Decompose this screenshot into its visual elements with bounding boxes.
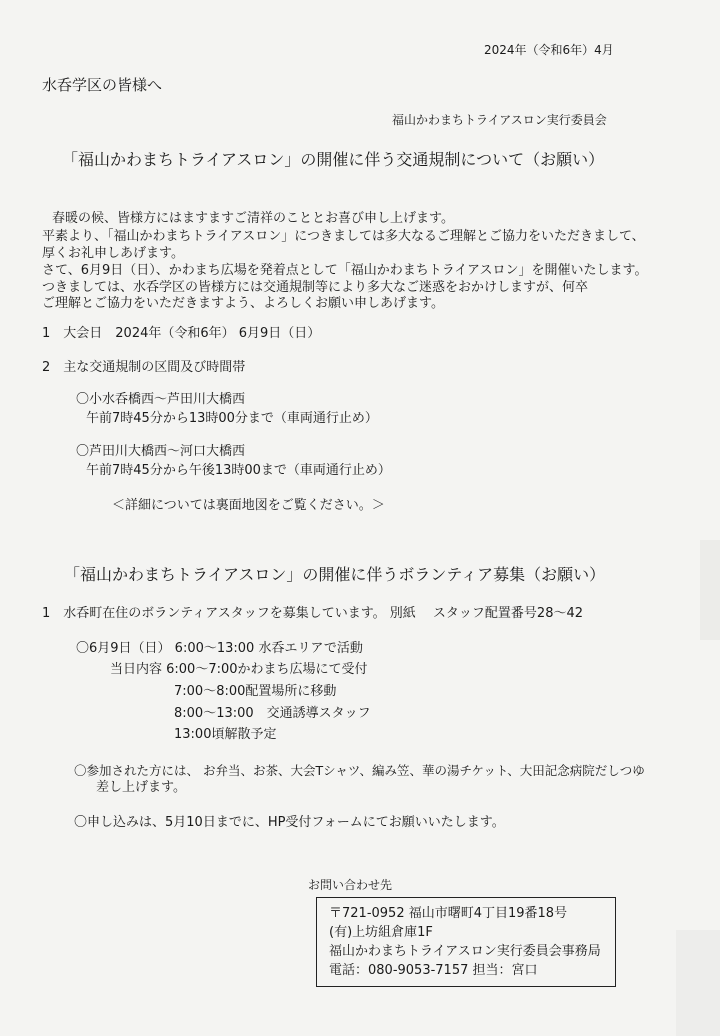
sender: 福山かわまちトライアスロン実行委員会 bbox=[392, 113, 607, 127]
route1-name: 〇小水呑橋西～芦田川大橋西 bbox=[76, 392, 246, 407]
route2-time: 午前7時45分から午後13時00まで（車両通行止め） bbox=[86, 463, 391, 478]
contact-phone: 電話：080-9053-7157 担当：宮口 bbox=[329, 963, 538, 978]
section2-title: 「福山かわまちトライアスロン」の開催に伴うボランティア募集（お願い） bbox=[64, 565, 606, 584]
route2-name: 〇芦田川大橋西～河口大橋西 bbox=[76, 444, 246, 459]
gift-line-1: 〇参加された方には、 お弁当、お茶、大会Tシャツ、編み笠、華の湯チケット、大田記念病院だしつゆ bbox=[74, 763, 645, 778]
body-line-3: 厚くお礼申しあげます。 bbox=[42, 246, 184, 261]
event-date-item: 1 大会日 2024年（令和6年） 6月9日（日） bbox=[42, 326, 321, 341]
schedule-line-1: 当日内容 6:00～7:00かわまち広場にて受付 bbox=[110, 662, 368, 677]
contact-box bbox=[316, 897, 616, 987]
schedule-line-3: 8:00～13:00 交通誘導スタッフ bbox=[174, 706, 371, 721]
schedule-line-4: 13:00頃解散予定 bbox=[174, 727, 277, 742]
map-note: ＜詳細については裏面地図をご覧ください。＞ bbox=[112, 498, 385, 513]
schedule-heading: 〇6月9日（日） 6:00～13:00 水呑エリアで活動 bbox=[76, 641, 363, 656]
route1-time: 午前7時45分から13時00分まで（車両通行止め） bbox=[86, 411, 378, 426]
apply-note: 〇申し込みは、5月10日までに、HP受付フォームにてお願いいたします。 bbox=[74, 815, 505, 830]
issue-date: 2024年（令和6年）4月 bbox=[484, 43, 614, 57]
gift-line-2: 差し上げます。 bbox=[96, 780, 186, 795]
traffic-item-heading: 2 主な交通規制の区間及び時間帯 bbox=[42, 360, 246, 375]
section1-title: 「福山かわまちトライアスロン」の開催に伴う交通規制について（お願い） bbox=[62, 150, 605, 169]
body-line-5: つきましては、水呑学区の皆様方には交通規制等により多大なご迷惑をおかけしますが、何卒 bbox=[42, 280, 589, 295]
schedule-line-2: 7:00～8:00配置場所に移動 bbox=[174, 684, 337, 699]
contact-postal: 〒721-0952 福山市曙町4丁目19番18号 bbox=[329, 906, 568, 921]
volunteer-item: 1 水呑町在住のボランティアスタッフを募集しています。 別紙 スタッフ配置番号28～42 bbox=[42, 606, 584, 621]
addressee: 水呑学区の皆様へ bbox=[42, 76, 163, 94]
contact-heading: お問い合わせ先 bbox=[308, 878, 393, 892]
bleed-through-bottom bbox=[676, 930, 720, 1036]
body-line-1: 春暖の候、皆様方にはますますご清祥のこととお喜び申し上げます。 bbox=[52, 211, 454, 226]
contact-company: (有)上坊組倉庫1F bbox=[329, 925, 433, 940]
body-line-6: ご理解とご協力をいただきますよう、よろしくお願い申しあげます。 bbox=[42, 296, 444, 311]
contact-office: 福山かわまちトライアスロン実行委員会事務局 bbox=[329, 944, 601, 959]
bleed-through-right bbox=[700, 540, 720, 640]
body-line-4: さて、6月9日（日）、かわまち広場を発着点として「福山かわまちトライアスロン」を開催いたします。 bbox=[42, 263, 648, 278]
body-line-2: 平素より、「福山かわまちトライアスロン」につきましては多大なるご理解とご協力をいただきまして、 bbox=[42, 229, 645, 244]
